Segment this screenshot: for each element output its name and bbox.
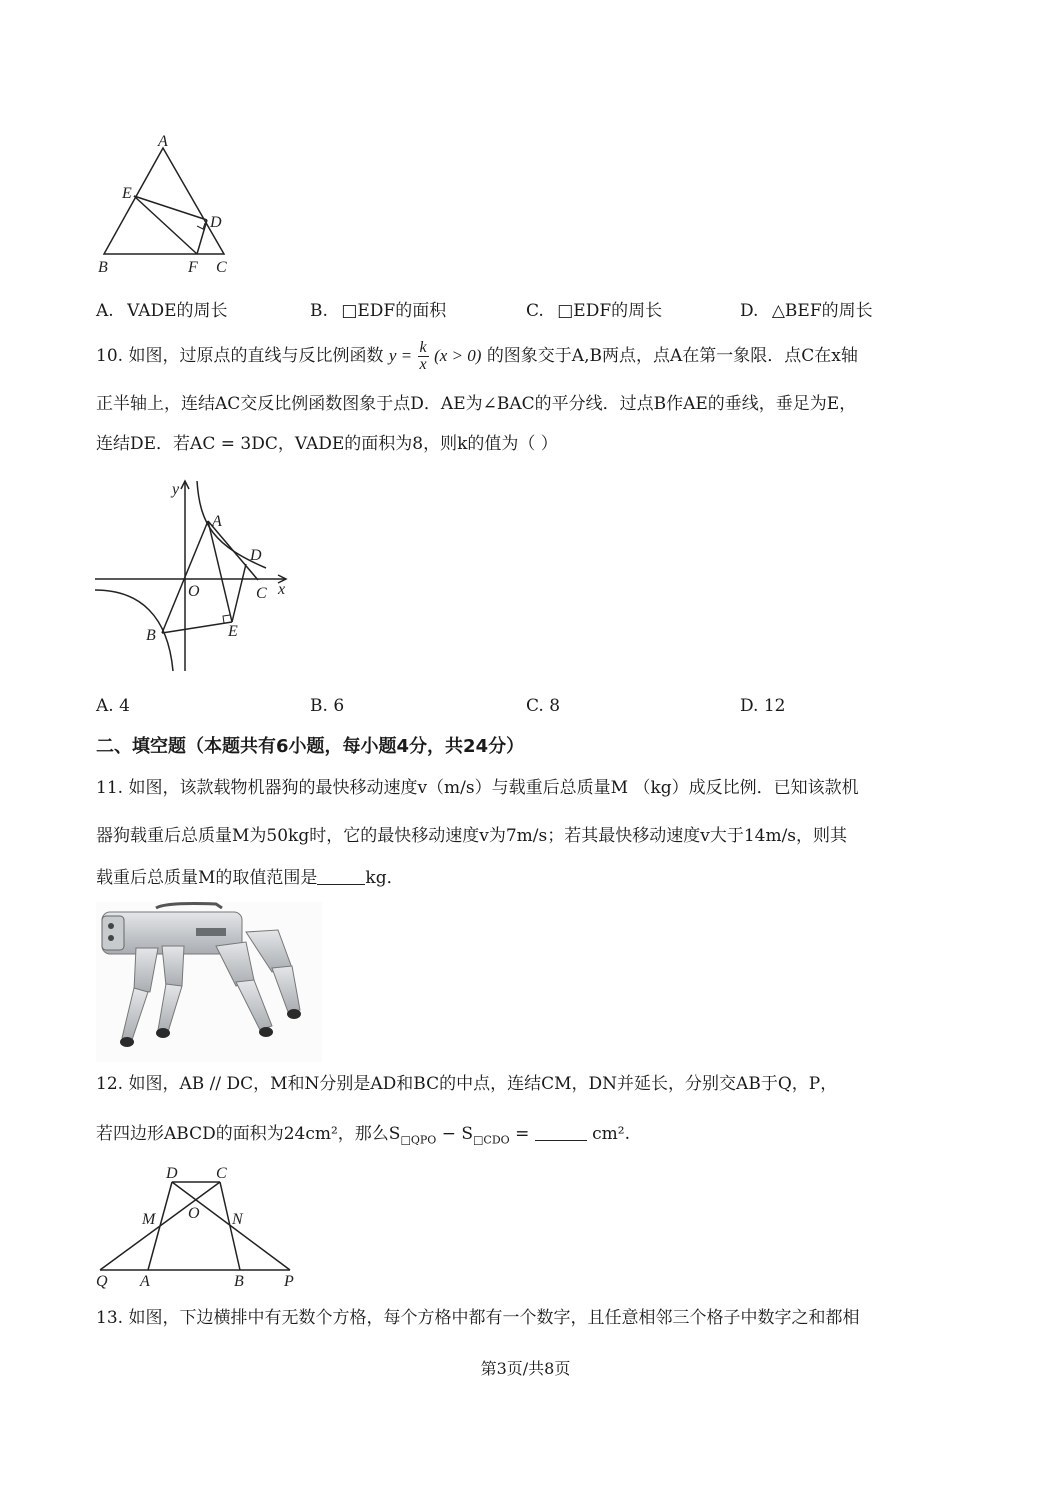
q11-text: 如图，该款载物机器狗的最快移动速度v（m/s）与载重后总质量M （kg）成反比例．已知该款机 [128,778,859,798]
q12-label-C: C [216,1165,227,1182]
q12-label-P: P [284,1273,294,1290]
option-text: △BEF的周长 [771,301,873,321]
q12-label-A: A [140,1273,150,1290]
option-text: 12 [763,696,786,716]
q10-option-c [526,696,560,716]
q10-frac-num: k [419,339,427,356]
q11-text: 载重后总质量M的取值范围是 [96,868,318,888]
section-heading: 二、填空题（本题共有6小题，每小题4分，共24分） [96,736,525,757]
answer-blank[interactable] [317,868,365,885]
q12-text: 若四边形ABCD的面积为24cm²，那么S [96,1124,401,1144]
option-text: 6 [333,696,345,716]
q9-option-a [96,296,228,321]
option-label: B. [310,301,328,321]
q10-number: 10. [96,346,124,366]
q9-option-d [740,296,873,321]
q10-line-2: 正半轴上，连结AC交反比例函数图象于点D．AE为∠BAC的平分线．过点B作AE的垂线，垂足为E， [96,394,857,414]
option-label: D. [740,696,759,716]
q10-label-C: C [256,585,267,602]
q13-number: 13. [96,1308,124,1328]
q11-number: 11. [96,778,124,798]
option-label: B. [310,696,328,716]
q9-option-c [526,296,662,321]
q9-label-E: E [122,185,132,202]
q12-label-N: N [232,1211,243,1228]
q12-label-B: B [234,1273,244,1290]
q10-fraction [418,340,429,373]
option-label: A. [96,696,114,716]
q10-label-E: E [228,623,238,640]
q12-line-1 [96,1072,837,1096]
q12-unit: cm². [592,1124,631,1144]
q11-line-2: 器狗载重后总质量M为50kg时，它的最快移动速度v为7m/s；若其最快移动速度v大于14m/s，则其 [96,826,848,846]
q12-line-2 [96,1122,630,1152]
q11-line-3 [96,866,404,890]
q10-option-b [310,696,344,716]
q12-trapezoid-figure [90,1160,310,1290]
option-text: VADE的周长 [127,301,228,321]
q10-frac-den: x [419,356,427,373]
option-label: D. [740,301,759,321]
q11-line-1 [96,776,859,800]
answer-blank[interactable] [535,1124,587,1141]
q10-label-A: A [212,513,222,530]
q10-label-x: x [278,581,286,598]
q10-label-y: y [172,481,180,498]
q9-triangle-figure [90,130,250,280]
q10-option-d [740,696,785,716]
q12-minus: − S [436,1124,474,1144]
option-label: A. [96,301,114,321]
q9-label-C: C [216,259,227,276]
q9-label-A: A [158,133,168,150]
option-text: 4 [119,696,130,716]
option-text: □EDF的面积 [341,301,447,321]
q10-func-cond: (x > 0) [434,346,482,365]
q9-label-D: D [210,214,222,231]
option-label: C. [526,301,544,321]
q10-label-D: D [250,547,262,564]
q13-line-1 [96,1306,859,1330]
q10-text: 的图象交于A,B两点，点A在第一象限．点C在x轴 [486,346,858,366]
q12-equals: = [509,1124,530,1144]
q12-number: 12. [96,1074,124,1094]
q9-label-F: F [188,259,198,276]
q9-label-B: B [98,259,108,276]
q10-label-O: O [188,583,200,600]
option-text: 8 [549,696,561,716]
q12-label-M: M [142,1211,156,1228]
q10-coordinate-figure [90,476,300,676]
q12-text: 如图，AB // DC，M和N分别是AD和BC的中点，连结CM，DN并延长，分别交AB于Q，P， [128,1074,838,1094]
q12-label-D: D [166,1165,178,1182]
q10-option-a [96,696,130,716]
q10-text: 如图，过原点的直线与反比例函数 [128,346,384,366]
q12-subscript: □CDO [473,1133,510,1147]
q10-label-B: B [146,627,156,644]
q9-option-b [310,296,446,321]
q10-line-1 [96,340,858,373]
q12-label-O: O [188,1205,200,1222]
page-footer: 第3页/共8页 [480,1359,571,1378]
q10-line-3: 连结DE．若AC = 3DC，VADE的面积为8，则k的值为（ ） [96,434,558,454]
robot-dog-image [96,902,322,1062]
q11-unit: kg． [365,868,404,888]
option-label: C. [526,696,544,716]
q10-func-y: y = [388,346,413,365]
q13-text: 如图，下边横排中有无数个方格，每个方格中都有一个数字，且任意相邻三个格子中数字之和都相 [128,1308,860,1328]
option-text: □EDF的周长 [557,301,663,321]
q12-label-Q: Q [96,1273,108,1290]
q12-subscript: □QPO [400,1133,437,1147]
